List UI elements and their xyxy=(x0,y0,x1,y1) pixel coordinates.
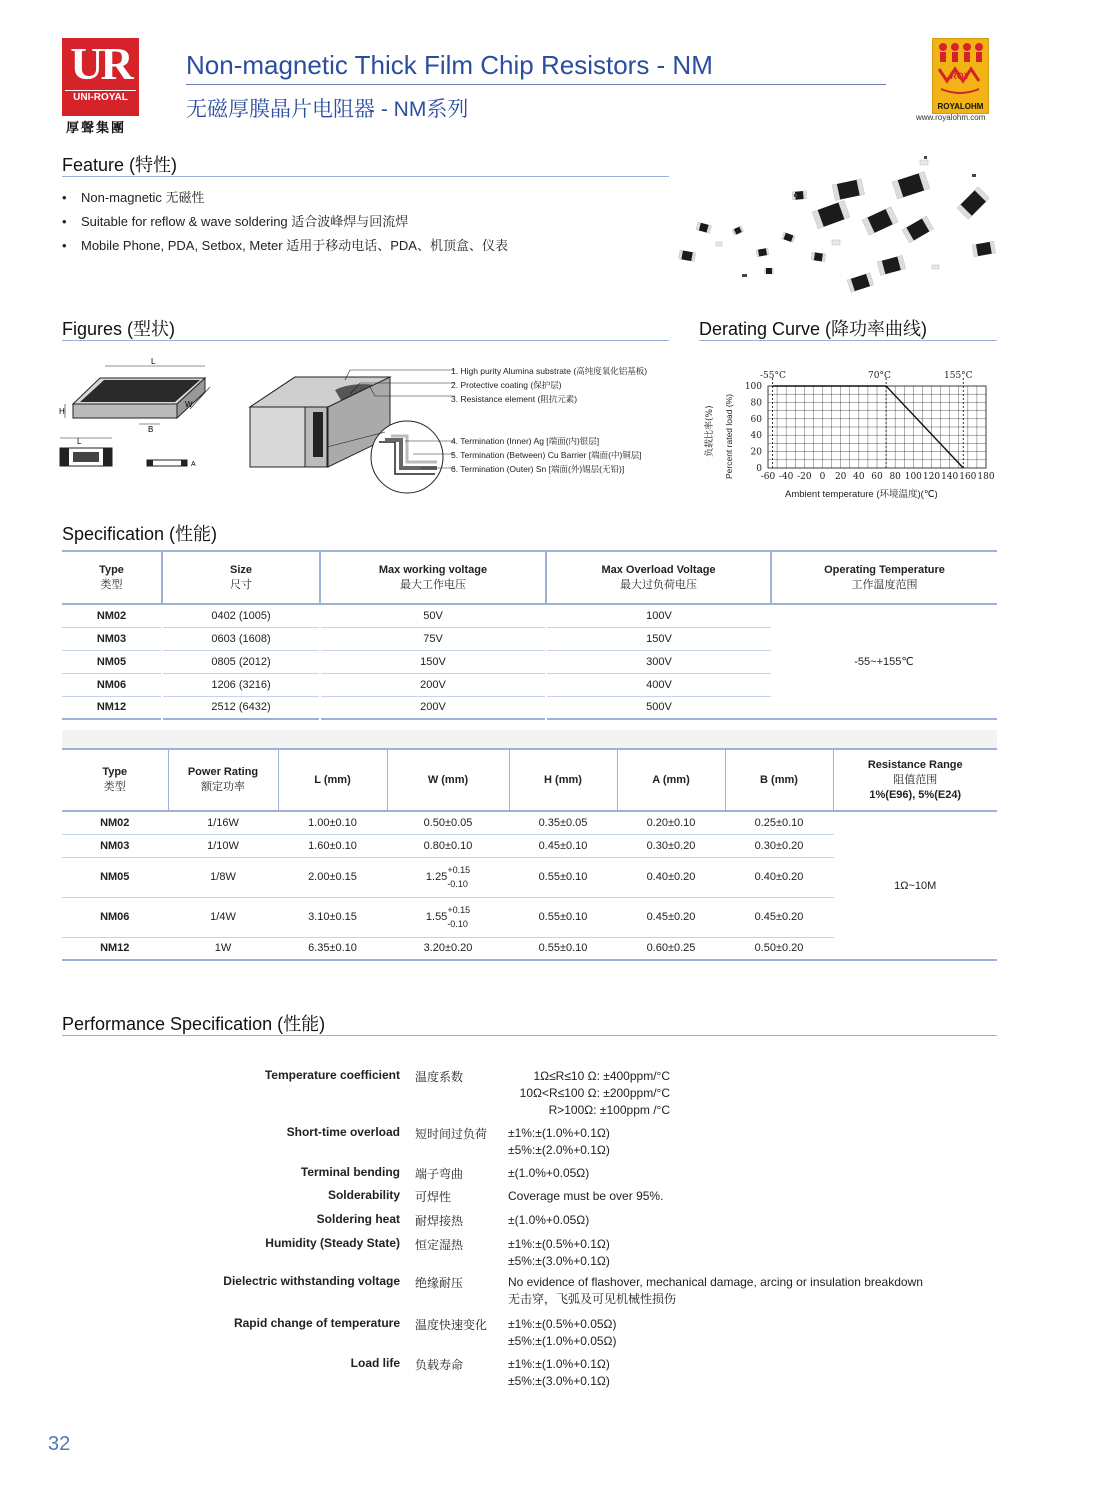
performance-value-line: ±1%:±(0.5%+0.05Ω) xyxy=(508,1317,617,1331)
spec-table-voltage xyxy=(62,550,997,720)
performance-value-line: ±5%:±(3.0%+0.1Ω) xyxy=(508,1254,610,1268)
performance-item-values xyxy=(508,1068,670,1119)
cell-max-working-voltage: 200V xyxy=(320,696,546,719)
x-tick-label: 80 xyxy=(889,472,901,482)
cell-w: 3.20±0.20 xyxy=(387,937,509,960)
cell-a: 0.40±0.20 xyxy=(617,857,725,897)
cell-w: 0.50±0.05 xyxy=(387,811,509,834)
cell-max-overload-voltage: 500V xyxy=(546,696,771,719)
header-resistance-range: Resistance Range 阻值范围 1%(E96), 5%(E24) xyxy=(867,758,963,801)
x-tick-label: -20 xyxy=(797,472,812,482)
performance-item-cn: 绝缘耐压 xyxy=(415,1276,464,1290)
x-tick-label: 120 xyxy=(922,472,941,482)
feature-heading: Feature (特性) xyxy=(62,155,178,175)
derating-chart xyxy=(698,365,998,505)
tolerance-base: 1.55 xyxy=(425,911,448,923)
chip-resistors-photo xyxy=(672,150,1002,300)
cell-type: NM06 xyxy=(62,673,162,696)
cell-power-rating: 1/8W xyxy=(168,857,278,897)
table-spacer xyxy=(62,730,997,748)
cell-l: 6.35±0.10 xyxy=(278,937,387,960)
header-max-overload-voltage: Max Overload Voltage 最大过负荷电压 xyxy=(546,551,771,604)
y-tick-label: 80 xyxy=(750,398,762,409)
page-number: 32 xyxy=(48,1433,71,1455)
performance-value-line: ±5%:±(3.0%+0.1Ω) xyxy=(508,1374,610,1388)
cell-type: NM05 xyxy=(62,650,162,673)
cell-max-overload-voltage: 300V xyxy=(546,650,771,673)
cell-l: 2.00±0.15 xyxy=(278,857,387,897)
feature-divider xyxy=(62,176,669,177)
performance-item-cn: 短时间过负荷 xyxy=(415,1127,488,1141)
callout-resistance-element: 3. Resistance element (阻抗元素) xyxy=(451,394,578,404)
performance-item-cn: 耐焊接热 xyxy=(415,1214,464,1228)
cell-resistance-range: 1Ω~10M xyxy=(894,879,937,892)
marker-label-min: -55°C xyxy=(760,371,786,381)
header-type: Type 类型 xyxy=(62,749,168,811)
callout-termination-outer: 6. Termination (Outer) Sn [端面(外)锡层(无铅)] xyxy=(451,464,625,474)
cell-type: NM02 xyxy=(62,604,162,627)
chart-x-ticks xyxy=(761,472,995,482)
cell-size: 1206 (3216) xyxy=(162,673,320,696)
royalohm-logo xyxy=(932,38,989,114)
performance-item-en: Dielectric withstanding voltage xyxy=(223,1274,400,1288)
dim-label-b: B xyxy=(148,425,154,434)
feature-item: • Suitable for reflow & wave soldering 适合波峰焊与回流焊 xyxy=(62,214,409,229)
cell-max-working-voltage: 200V xyxy=(320,673,546,696)
cell-h: 0.55±0.10 xyxy=(509,937,617,960)
performance-value-line: No evidence of flashover, mechanical damage, arcing or insulation breakdown xyxy=(508,1275,923,1289)
tolerance-plus: +0.15 xyxy=(447,865,471,875)
spec-table-dimensions xyxy=(62,748,997,961)
x-tick-label: -60 xyxy=(760,472,776,482)
performance-value-line: 无击穿，飞弧及可见机械性损伤 xyxy=(508,1292,677,1306)
feature-item: • Non-magnetic 无磁性 xyxy=(62,190,205,205)
marker-label-max: 155°C xyxy=(944,371,973,381)
cell-type: NM05 xyxy=(62,857,168,897)
cell-a: 0.30±0.20 xyxy=(617,834,725,857)
cell-max-working-voltage: 50V xyxy=(320,604,546,627)
chart-ylabel-en: Percent rated load (%) xyxy=(724,393,734,479)
performance-value-line: ±(1.0%+0.05Ω) xyxy=(508,1166,590,1180)
cell-w: 0.80±0.10 xyxy=(387,834,509,857)
royalohm-logo-name: ROYALOHM xyxy=(937,102,984,111)
performance-item-values xyxy=(508,1316,617,1350)
cell-type: NM03 xyxy=(62,627,162,650)
performance-value-line: ±1%:±(1.0%+0.1Ω) xyxy=(508,1357,610,1371)
performance-item-en: Load life xyxy=(350,1356,400,1370)
cell-b: 0.40±0.20 xyxy=(725,857,833,897)
figures-divider xyxy=(62,340,669,341)
derating-heading: Derating Curve (降功率曲线) xyxy=(699,319,928,339)
x-tick-label: 20 xyxy=(834,472,847,482)
callout-protective-coating: 2. Protective coating (保护层) xyxy=(451,380,562,390)
cell-power-rating: 1/4W xyxy=(168,897,278,937)
performance-item-en: Rapid change of temperature xyxy=(233,1316,400,1330)
cell-b: 0.30±0.20 xyxy=(725,834,833,857)
performance-item-cn: 恒定湿热 xyxy=(415,1238,464,1252)
performance-value-line: ±1%:±(1.0%+0.1Ω) xyxy=(508,1126,610,1140)
performance-item-en: Terminal bending xyxy=(300,1165,400,1179)
uniroyal-logo-brand: UNI-ROYAL xyxy=(65,90,136,105)
performance-value-line: ±(1.0%+0.05Ω) xyxy=(508,1213,590,1227)
tolerance-plus: +0.15 xyxy=(447,905,471,915)
cell-power-rating: 1W xyxy=(168,937,278,960)
royalohm-crown-icon xyxy=(933,39,988,99)
header-max-working-voltage: Max working voltage 最大工作电压 xyxy=(320,551,546,604)
dim-label-a: A xyxy=(191,461,196,468)
cell-type: NM02 xyxy=(62,811,168,834)
performance-heading: Performance Specification (性能) xyxy=(62,1014,326,1034)
performance-item-en: Temperature coefficient xyxy=(264,1068,400,1082)
cell-type: NM12 xyxy=(62,937,168,960)
chip-dimension-drawing xyxy=(55,352,215,472)
performance-value-line: Coverage must be over 95%. xyxy=(508,1189,664,1203)
performance-divider xyxy=(62,1035,997,1036)
specification-heading: Specification (性能) xyxy=(62,524,218,544)
header-h-mm: H (mm) xyxy=(509,749,617,811)
cell-h: 0.45±0.10 xyxy=(509,834,617,857)
cell-max-working-voltage: 150V xyxy=(320,650,546,673)
tolerance-base: 1.25 xyxy=(425,871,448,883)
performance-item-cn: 可焊性 xyxy=(415,1190,452,1204)
cell-max-overload-voltage: 400V xyxy=(546,673,771,696)
performance-item-cn: 负载寿命 xyxy=(415,1358,464,1372)
figure-callouts-bottom xyxy=(451,434,642,476)
dim-label-h: H xyxy=(59,407,65,416)
table-row xyxy=(62,811,997,834)
performance-item-en: Soldering heat xyxy=(316,1212,400,1226)
performance-value-line: ±1%:±(0.5%+0.1Ω) xyxy=(508,1237,610,1251)
feature-item: • Mobile Phone, PDA, Setbox, Meter 适用于移动电话、PDA、机顶盒、仪表 xyxy=(62,238,508,253)
cell-w xyxy=(387,897,509,937)
dim-label-l2: L xyxy=(77,437,82,446)
royalohm-url: www.royalohm.com xyxy=(916,113,986,122)
callout-termination-inner: 4. Termination (Inner) Ag [端面(内)银层] xyxy=(451,436,600,446)
marker-label-knee: 70°C xyxy=(868,371,891,381)
performance-value-line: 1Ω≤R≤10 Ω: ±400ppm/°C xyxy=(533,1069,670,1083)
tolerance-minus: -0.10 xyxy=(447,919,468,929)
performance-item-en: Solderability xyxy=(327,1188,400,1202)
header-power-rating: Power Rating 额定功率 xyxy=(168,749,278,811)
x-tick-label: 140 xyxy=(941,472,959,482)
performance-item-values xyxy=(508,1356,610,1390)
cell-type: NM12 xyxy=(62,696,162,719)
table-row xyxy=(62,604,997,627)
performance-item-values xyxy=(508,1274,923,1308)
x-tick-label: 60 xyxy=(871,472,883,482)
header-a-mm: A (mm) xyxy=(617,749,725,811)
y-tick-label: 100 xyxy=(744,382,762,392)
cell-operating-temperature: -55~+155℃ xyxy=(854,656,914,668)
cell-h: 0.55±0.10 xyxy=(509,857,617,897)
y-tick-label: 40 xyxy=(750,431,762,442)
performance-item-values xyxy=(508,1212,589,1229)
performance-value-line: ±5%:±(2.0%+0.1Ω) xyxy=(508,1143,610,1157)
header-b-mm: B (mm) xyxy=(725,749,833,811)
chart-y-ticks xyxy=(745,382,762,474)
performance-item-values xyxy=(508,1236,610,1270)
x-tick-label: 100 xyxy=(904,472,922,482)
chart-grid xyxy=(768,386,986,468)
y-tick-label: 0 xyxy=(756,464,762,474)
dim-label-l: L xyxy=(151,357,156,366)
performance-item-cn: 端子弯曲 xyxy=(415,1167,464,1181)
chart-ylabel-cn: 负载比率(%) xyxy=(705,405,715,457)
x-tick-label: 0 xyxy=(819,472,826,482)
chart-xlabel: Ambient temperature (环境温度)(℃) xyxy=(785,489,938,500)
cell-type: NM06 xyxy=(62,897,168,937)
page-title-cn: 无磁厚膜晶片电阻器 - NM系列 xyxy=(186,98,469,121)
cell-a: 0.20±0.10 xyxy=(617,811,725,834)
figure-callouts-top xyxy=(451,364,647,406)
performance-value-line: R>100Ω: ±100ppm /°C xyxy=(548,1103,670,1117)
performance-item-en: Short-time overload xyxy=(286,1125,400,1139)
header-operating-temperature: Operating Temperature 工作温度范围 xyxy=(824,563,945,591)
header-l-mm: L (mm) xyxy=(278,749,387,811)
title-divider xyxy=(186,84,886,85)
page-title-en: Non-magnetic Thick Film Chip Resistors - NM xyxy=(186,50,713,80)
chip-cross-section-drawing xyxy=(245,362,455,497)
cell-h: 0.55±0.10 xyxy=(509,897,617,937)
performance-item-cn: 温度系数 xyxy=(415,1070,464,1084)
figures-heading: Figures (型状) xyxy=(62,319,176,339)
performance-value-line: 10Ω<R≤100 Ω: ±200ppm/°C xyxy=(519,1086,670,1100)
uniroyal-logo-cn: 厚聲集團 xyxy=(66,121,127,136)
cell-type: NM03 xyxy=(62,834,168,857)
cell-size: 2512 (6432) xyxy=(162,696,320,719)
header-w-mm: W (mm) xyxy=(387,749,509,811)
cell-power-rating: 1/16W xyxy=(168,811,278,834)
cell-l: 1.00±0.10 xyxy=(278,811,387,834)
x-tick-label: 40 xyxy=(853,472,865,482)
x-tick-label: 160 xyxy=(959,472,977,482)
cell-a: 0.45±0.20 xyxy=(617,897,725,937)
feature-list xyxy=(62,188,508,260)
performance-item-en: Humidity (Steady State) xyxy=(265,1236,400,1250)
performance-value-line: ±5%:±(1.0%+0.05Ω) xyxy=(508,1334,617,1348)
cell-max-overload-voltage: 150V xyxy=(546,627,771,650)
performance-item-cn: 温度快速变化 xyxy=(415,1318,488,1332)
x-tick-label: 180 xyxy=(977,472,995,482)
cell-b: 0.45±0.20 xyxy=(725,897,833,937)
x-tick-label: -40 xyxy=(778,472,794,482)
performance-item-values xyxy=(508,1188,663,1205)
callout-termination-between: 5. Termination (Between) Cu Barrier [端面(中)铜层] xyxy=(451,450,642,460)
dim-label-w: W xyxy=(185,400,193,409)
cell-max-overload-voltage: 100V xyxy=(546,604,771,627)
cell-max-working-voltage: 75V xyxy=(320,627,546,650)
cell-size: 0805 (2012) xyxy=(162,650,320,673)
tolerance-minus: -0.10 xyxy=(447,879,468,889)
cell-b: 0.50±0.20 xyxy=(725,937,833,960)
cell-w xyxy=(387,857,509,897)
cell-size: 0603 (1608) xyxy=(162,627,320,650)
performance-item-values xyxy=(508,1125,610,1159)
derating-divider xyxy=(699,340,997,341)
cell-power-rating: 1/10W xyxy=(168,834,278,857)
uniroyal-logo-letters: UR xyxy=(70,38,131,89)
svg-text:ROY: ROY xyxy=(950,71,970,81)
cell-l: 3.10±0.15 xyxy=(278,897,387,937)
cell-b: 0.25±0.10 xyxy=(725,811,833,834)
cell-a: 0.60±0.25 xyxy=(617,937,725,960)
cell-h: 0.35±0.05 xyxy=(509,811,617,834)
cell-size: 0402 (1005) xyxy=(162,604,320,627)
y-tick-label: 60 xyxy=(750,414,762,425)
header-type: Type 类型 xyxy=(62,551,162,604)
cell-l: 1.60±0.10 xyxy=(278,834,387,857)
y-tick-label: 20 xyxy=(750,447,762,458)
callout-substrate: 1. High purity Alumina substrate (高纯度氧化铝基板) xyxy=(451,366,648,376)
performance-item-values xyxy=(508,1165,589,1182)
header-size: Size 尺寸 xyxy=(162,551,320,604)
uniroyal-logo xyxy=(62,38,139,116)
